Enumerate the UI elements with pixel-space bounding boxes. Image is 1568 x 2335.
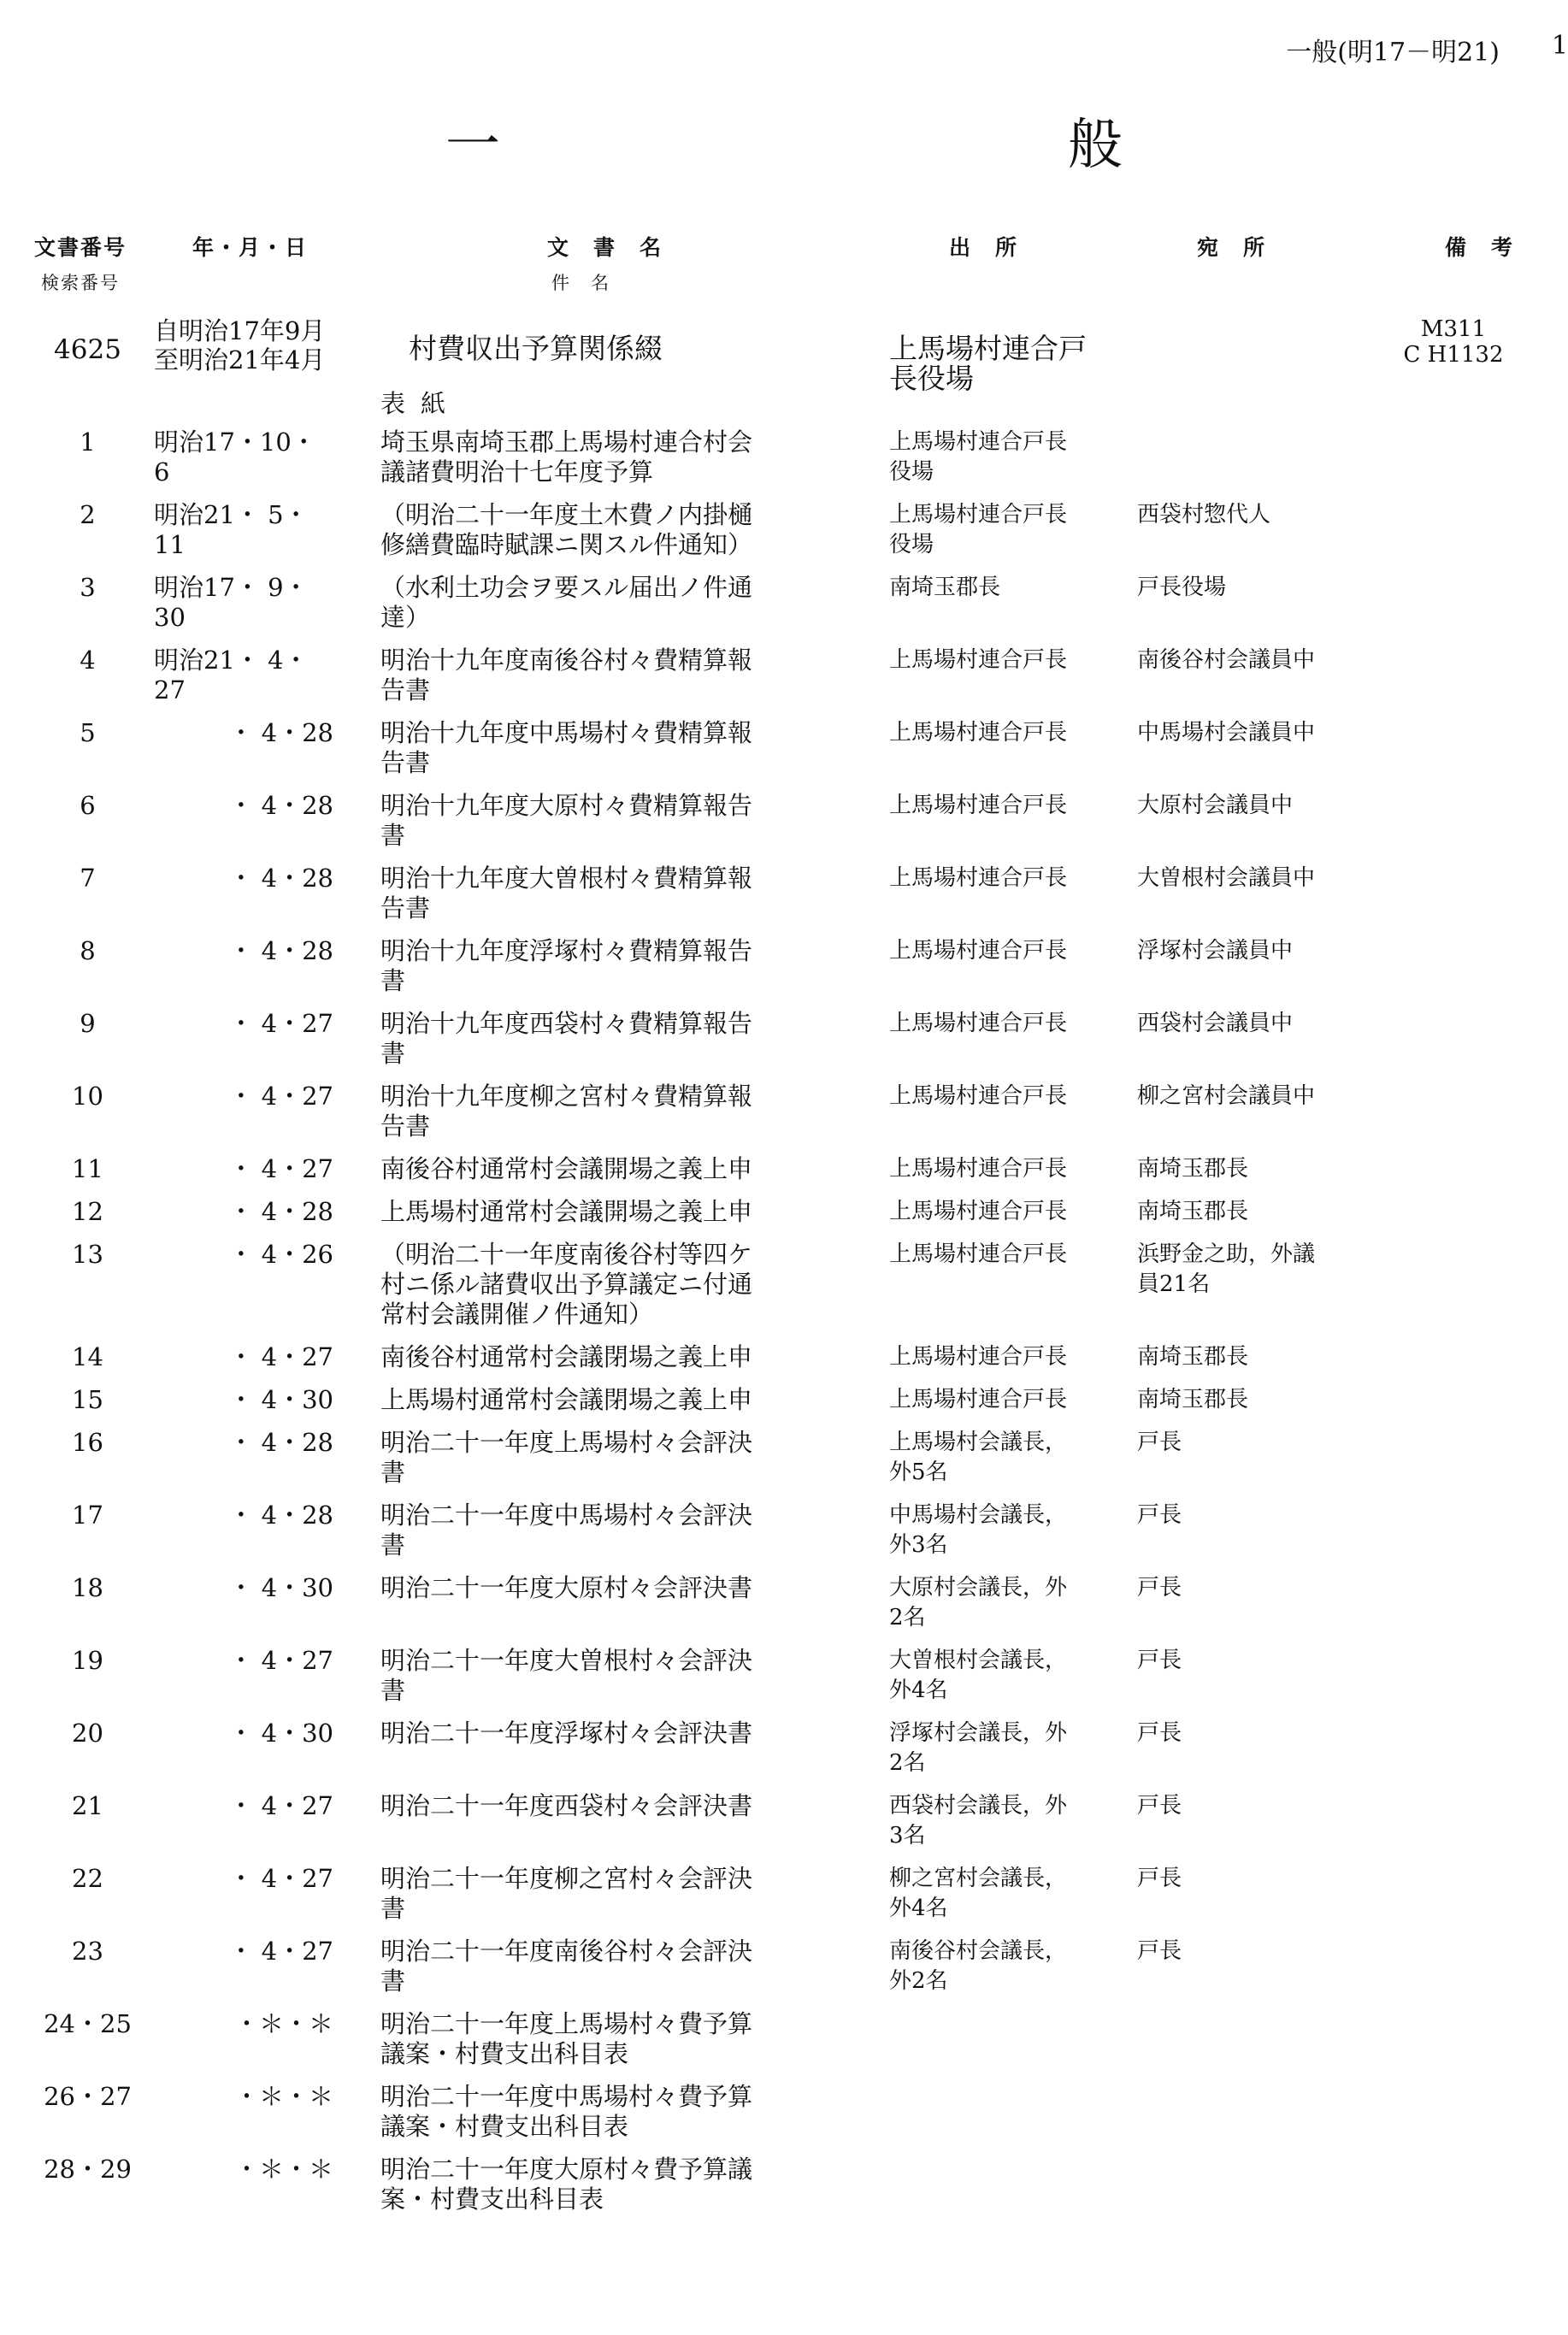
item-number: 16 — [72, 1428, 103, 1457]
item-date: ・ 4・28 — [228, 718, 333, 747]
item-destination-line: 浮塚村会議員中 — [1137, 938, 1294, 964]
file-number: 4625 — [54, 334, 121, 365]
item-source-line: 上馬場村連合戸長 — [889, 1011, 1068, 1036]
item-date: ・＊・＊ — [233, 2009, 333, 2038]
table-row — [0, 573, 1568, 646]
item-source-line: 上馬場村連合戸長 — [889, 1241, 1068, 1267]
item-title — [380, 1082, 859, 1141]
item-source — [889, 1240, 1111, 1270]
item-number: 5 — [80, 718, 96, 747]
item-title — [380, 1385, 859, 1415]
file-row — [0, 316, 1568, 395]
item-title-line: 書 — [380, 1039, 406, 1068]
item-title-line: 明治十九年度大曽根村々費精算報 — [380, 864, 753, 893]
item-source-line: 上馬場村連合戸長 — [889, 1083, 1068, 1109]
item-destination — [1137, 646, 1394, 675]
item-source-line: 上馬場村連合戸長 — [889, 502, 1068, 528]
item-title-line: 告書 — [380, 748, 431, 777]
item-title — [380, 1197, 859, 1227]
item-date: ・ 4・30 — [228, 1385, 333, 1414]
file-date-to: 至明治21年4月 — [154, 345, 326, 374]
item-title-line: 上馬場村通常村会議閉場之義上申 — [380, 1385, 753, 1414]
table-row — [0, 1864, 1568, 1937]
item-date: ・ 4・27 — [228, 1646, 333, 1675]
header-date: 年・月・日 — [192, 235, 309, 260]
item-number: 3 — [80, 573, 96, 602]
header-item-name: 件 名 — [551, 273, 610, 293]
item-date: ・＊・＊ — [233, 2155, 333, 2184]
header-source: 出 所 — [949, 235, 1019, 260]
item-destination — [1137, 1501, 1394, 1530]
table-row — [0, 1009, 1568, 1082]
item-title-line: 達） — [380, 603, 431, 632]
item-number: 21 — [72, 1791, 103, 1820]
item-source-line: 上馬場村連合戸長 — [889, 865, 1068, 891]
item-destination — [1137, 1573, 1394, 1603]
table-row — [0, 1197, 1568, 1240]
cover-label: 表紙 — [380, 389, 462, 418]
item-destination — [1137, 1428, 1394, 1458]
item-destination — [1137, 1646, 1394, 1676]
item-date: ・ 4・28 — [228, 864, 333, 893]
item-source — [889, 1501, 1111, 1560]
item-number: 14 — [72, 1342, 103, 1371]
header-doc-no: 文書番号 — [34, 235, 127, 260]
item-destination-line: 南後谷村会議員中 — [1137, 647, 1316, 673]
item-title — [380, 573, 859, 633]
item-title — [380, 2082, 859, 2142]
item-number: 4 — [80, 646, 96, 675]
item-date: ・ 4・28 — [228, 1428, 333, 1457]
table-row — [0, 718, 1568, 791]
item-source-line: 外4名 — [889, 1678, 948, 1703]
item-date: ・＊・＊ — [233, 2082, 333, 2111]
item-number: 24・25 — [44, 2009, 132, 2038]
item-date: ・ 4・27 — [228, 1864, 333, 1893]
item-number: 28・29 — [44, 2155, 132, 2184]
item-source — [889, 864, 1111, 893]
item-source — [889, 500, 1111, 560]
item-number: 2 — [80, 500, 96, 529]
item-source-line: 上馬場村連合戸長 — [889, 793, 1068, 818]
item-source-line: 大原村会議長，外 — [889, 1575, 1068, 1601]
item-title-line: 明治二十一年度中馬場村々費予算 — [380, 2082, 753, 2111]
item-source-line: 上馬場村連合戸長 — [889, 1387, 1068, 1412]
item-source — [889, 1573, 1111, 1633]
item-number: 7 — [80, 864, 96, 893]
item-destination-line: 戸長 — [1137, 1793, 1182, 1819]
item-source — [889, 718, 1111, 748]
item-title-line: 明治二十一年度上馬場村々会評決 — [380, 1428, 753, 1457]
header-search-no: 検索番号 — [41, 273, 120, 293]
item-source-line: 上馬場村連合戸長 — [889, 1199, 1068, 1224]
item-source — [889, 1937, 1111, 1996]
item-destination — [1137, 1082, 1394, 1111]
item-number: 22 — [72, 1864, 103, 1893]
item-number: 8 — [80, 936, 96, 965]
item-source-line: 浮塚村会議長，外 — [889, 1720, 1068, 1746]
item-list — [0, 427, 1568, 2227]
item-number: 19 — [72, 1646, 103, 1675]
table-row — [0, 2082, 1568, 2155]
item-title-line: （明治二十一年度南後谷村等四ケ — [380, 1240, 753, 1269]
item-destination — [1137, 791, 1394, 821]
item-title-line: 南後谷村通常村会議開場之義上申 — [380, 1154, 753, 1183]
table-row — [0, 1154, 1568, 1197]
item-date: ・ 4・27 — [228, 1009, 333, 1038]
item-destination-line: 戸長 — [1137, 1575, 1182, 1601]
item-title — [380, 1501, 859, 1560]
item-date: ・ 4・30 — [228, 1719, 333, 1748]
item-title-line: 常村会議開催ノ件通知） — [380, 1300, 654, 1329]
item-title-line: 告書 — [380, 893, 431, 923]
item-title — [380, 936, 859, 996]
item-source — [889, 1342, 1111, 1372]
cover-row — [0, 389, 1568, 427]
item-date: ・ 4・28 — [228, 1197, 333, 1226]
item-destination — [1137, 1719, 1394, 1748]
item-source — [889, 1154, 1111, 1184]
item-title-line: 上馬場村通常村会議開場之義上申 — [380, 1197, 753, 1226]
item-title — [380, 1342, 859, 1372]
item-title — [380, 1240, 859, 1330]
item-destination — [1137, 1385, 1394, 1415]
item-date: 明治21・ 5・11 — [154, 500, 309, 559]
item-source — [889, 573, 1111, 603]
table-row — [0, 2155, 1568, 2227]
item-title-line: 明治十九年度大原村々費精算報告 — [380, 791, 753, 820]
item-title — [380, 1864, 859, 1924]
item-source-line: 外4名 — [889, 1896, 948, 1921]
item-source — [889, 1428, 1111, 1488]
item-title-line: 書 — [380, 821, 406, 850]
item-date: ・ 4・27 — [228, 1082, 333, 1111]
item-title-line: 修繕費臨時賦課ニ関スル件通知） — [380, 530, 753, 559]
item-title-line: 告書 — [380, 675, 431, 705]
item-title-line: （明治二十一年度土木費ノ内掛樋 — [380, 500, 753, 529]
item-number: 26・27 — [44, 2082, 132, 2111]
item-destination — [1137, 1154, 1394, 1184]
header-destination: 宛 所 — [1197, 235, 1267, 260]
table-row — [0, 427, 1568, 500]
item-destination — [1137, 1791, 1394, 1821]
item-title-line: 明治十九年度中馬場村々費精算報 — [380, 718, 753, 747]
item-title-line: 書 — [380, 1676, 406, 1705]
item-source — [889, 1197, 1111, 1227]
item-number: 13 — [72, 1240, 103, 1269]
item-destination-line: 浜野金之助，外議 — [1137, 1241, 1316, 1267]
item-title — [380, 2009, 859, 2069]
item-source-line: 南埼玉郡長 — [889, 575, 1001, 600]
item-destination — [1137, 718, 1394, 748]
item-title-line: 明治二十一年度浮塚村々会評決書 — [380, 1719, 753, 1748]
page-number: 1 — [1551, 31, 1568, 61]
item-title-line: 明治二十一年度中馬場村々会評決 — [380, 1501, 753, 1530]
item-title-line: 議案・村費支出科目表 — [380, 2039, 629, 2068]
item-title-line: 書 — [380, 1894, 406, 1923]
item-title — [380, 1791, 859, 1821]
item-title-line: 明治二十一年度大曽根村々会評決 — [380, 1646, 753, 1675]
item-source — [889, 1646, 1111, 1706]
item-destination — [1137, 500, 1394, 530]
item-title — [380, 2155, 859, 2214]
running-head: 一般(明17－明21) — [1286, 38, 1500, 68]
item-date: ・ 4・30 — [228, 1573, 333, 1602]
item-source-line: 役場 — [889, 459, 934, 485]
item-date: ・ 4・27 — [228, 1342, 333, 1371]
item-title-line: 書 — [380, 966, 406, 995]
item-source-line: 上馬場村連合戸長 — [889, 938, 1068, 964]
item-source — [889, 1385, 1111, 1415]
item-number: 9 — [80, 1009, 96, 1038]
file-remarks — [1368, 316, 1539, 368]
table-row — [0, 1719, 1568, 1791]
file-date-from: 自明治17年9月 — [154, 316, 326, 345]
item-title — [380, 1428, 859, 1488]
item-date: ・ 4・26 — [228, 1240, 333, 1269]
table-row — [0, 1937, 1568, 2009]
table-row — [0, 791, 1568, 864]
item-destination-line: 南埼玉郡長 — [1137, 1156, 1249, 1182]
item-number: 11 — [72, 1154, 103, 1183]
item-title-line: 南後谷村通常村会議閉場之義上申 — [380, 1342, 753, 1371]
item-source-line: 役場 — [889, 532, 934, 557]
item-title — [380, 1646, 859, 1706]
item-number: 6 — [80, 791, 96, 820]
item-source — [889, 791, 1111, 821]
item-destination — [1137, 573, 1394, 603]
item-source — [889, 1864, 1111, 1924]
item-source-line: 西袋村会議長，外 — [889, 1793, 1068, 1819]
item-date: 明治17・ 9・30 — [154, 573, 309, 632]
item-source — [889, 936, 1111, 966]
item-destination-line: 西袋村会議員中 — [1137, 1011, 1294, 1036]
item-source-line: 上馬場村連合戸長 — [889, 1344, 1068, 1370]
item-destination-line: 戸長 — [1137, 1720, 1182, 1746]
item-title-line: 明治二十一年度南後谷村々会評決 — [380, 1937, 753, 1966]
item-destination-line: 戸長 — [1137, 1648, 1182, 1673]
item-title-line: 案・村費支出科目表 — [380, 2185, 604, 2214]
item-title — [380, 864, 859, 923]
item-title-line: 明治二十一年度柳之宮村々会評決 — [380, 1864, 753, 1893]
item-destination — [1137, 1937, 1394, 1966]
item-title-line: 明治十九年度西袋村々費精算報告 — [380, 1009, 753, 1038]
item-source-line: 外2名 — [889, 1968, 948, 1994]
item-title-line: 書 — [380, 1966, 406, 1996]
item-title-line: 明治二十一年度西袋村々会評決書 — [380, 1791, 753, 1820]
item-source — [889, 646, 1111, 675]
item-title — [380, 1937, 859, 1996]
item-number: 1 — [80, 427, 96, 457]
item-destination — [1137, 1197, 1394, 1227]
item-source-line: 外3名 — [889, 1532, 948, 1558]
item-date: 明治17・10・ 6 — [154, 427, 316, 486]
item-destination — [1137, 864, 1394, 893]
item-title — [380, 718, 859, 778]
item-date: 明治21・ 4・27 — [154, 646, 309, 705]
item-title — [380, 500, 859, 560]
item-source-line: 2名 — [889, 1605, 926, 1630]
item-source — [889, 1791, 1111, 1851]
item-date: ・ 4・28 — [228, 791, 333, 820]
item-number: 23 — [72, 1937, 103, 1966]
file-source: 上馬場村連合戸長役場 — [889, 332, 1087, 395]
item-destination-line: 員21名 — [1137, 1271, 1211, 1297]
item-number: 17 — [72, 1501, 103, 1530]
item-source-line: 3名 — [889, 1823, 926, 1849]
table-row — [0, 1573, 1568, 1646]
item-title-line: 埼玉県南埼玉郡上馬場村連合村会 — [380, 427, 753, 457]
item-source — [889, 1719, 1111, 1778]
table-row — [0, 936, 1568, 1009]
table-row — [0, 2009, 1568, 2082]
record-table — [0, 316, 1568, 2227]
item-title — [380, 1573, 859, 1603]
item-destination-line: 戸長 — [1137, 1866, 1182, 1891]
item-source-line: 南後谷村会議長， — [889, 1938, 1068, 1964]
item-source-line: 上馬場村会議長， — [889, 1430, 1068, 1455]
table-row — [0, 1342, 1568, 1385]
item-source-line: 中馬場村会議長， — [889, 1502, 1068, 1528]
table-row — [0, 646, 1568, 718]
item-destination — [1137, 936, 1394, 966]
file-date-range — [154, 316, 333, 374]
header-doc-name: 文 書 名 — [547, 235, 663, 260]
item-title-line: 議案・村費支出科目表 — [380, 2112, 629, 2141]
table-row — [0, 1428, 1568, 1501]
item-source-line: 上馬場村連合戸長 — [889, 720, 1068, 746]
item-title-line: 明治十九年度浮塚村々費精算報告 — [380, 936, 753, 965]
item-number: 10 — [72, 1082, 103, 1111]
item-title-line: 書 — [380, 1458, 406, 1487]
file-title: 村費収出予算関係綴 — [409, 332, 663, 365]
item-source-line: 上馬場村連合戸長 — [889, 647, 1068, 673]
item-destination-line: 戸長 — [1137, 1430, 1182, 1455]
table-row — [0, 1501, 1568, 1573]
item-title-line: 書 — [380, 1530, 406, 1560]
item-destination-line: 南埼玉郡長 — [1137, 1199, 1249, 1224]
table-row — [0, 864, 1568, 936]
item-title-line: 議諸費明治十七年度予算 — [380, 457, 654, 486]
item-destination-line: 南埼玉郡長 — [1137, 1344, 1249, 1370]
item-destination — [1137, 1864, 1394, 1894]
item-destination-line: 大曽根村会議員中 — [1137, 865, 1316, 891]
item-destination — [1137, 1009, 1394, 1039]
item-title-line: 告書 — [380, 1111, 431, 1141]
item-number: 18 — [72, 1573, 103, 1602]
table-row — [0, 1385, 1568, 1428]
item-destination-line: 西袋村惣代人 — [1137, 502, 1271, 528]
table-row — [0, 1240, 1568, 1342]
item-number: 15 — [72, 1385, 103, 1414]
table-row — [0, 1082, 1568, 1154]
item-title — [380, 1009, 859, 1069]
item-source-line: 上馬場村連合戸長 — [889, 429, 1068, 455]
item-title — [380, 427, 859, 487]
table-row — [0, 500, 1568, 573]
item-destination-line: 大原村会議員中 — [1137, 793, 1294, 818]
item-title-line: 明治二十一年度大原村々費予算議 — [380, 2155, 753, 2184]
item-destination-line: 柳之宮村会議員中 — [1137, 1083, 1316, 1109]
item-destination-line: 戸長役場 — [1137, 575, 1227, 600]
table-row — [0, 1646, 1568, 1719]
item-title-line: （水利土功会ヲ要スル届出ノ件通 — [380, 573, 753, 602]
item-source-line: 柳之宮村会議長， — [889, 1866, 1068, 1891]
item-source — [889, 1082, 1111, 1111]
item-date: ・ 4・28 — [228, 936, 333, 965]
item-date: ・ 4・27 — [228, 1791, 333, 1820]
item-title — [380, 1719, 859, 1748]
page-title: 一 般 — [445, 114, 1379, 177]
item-source — [889, 427, 1111, 487]
header-remarks: 備 考 — [1445, 235, 1515, 260]
item-title — [380, 646, 859, 705]
item-number: 12 — [72, 1197, 103, 1226]
item-title-line: 明治二十一年度大原村々会評決書 — [380, 1573, 753, 1602]
item-title-line: 明治二十一年度上馬場村々費予算 — [380, 2009, 753, 2038]
table-row — [0, 1791, 1568, 1864]
item-title-line: 明治十九年度柳之宮村々費精算報 — [380, 1082, 753, 1111]
item-title — [380, 1154, 859, 1184]
item-source-line: 2名 — [889, 1750, 926, 1776]
item-title-line: 明治十九年度南後谷村々費精算報 — [380, 646, 753, 675]
item-title — [380, 791, 859, 851]
item-date: ・ 4・27 — [228, 1937, 333, 1966]
file-note-2: C H1132 — [1403, 342, 1504, 368]
item-source-line: 上馬場村連合戸長 — [889, 1156, 1068, 1182]
item-destination-line: 戸長 — [1137, 1938, 1182, 1964]
item-number: 20 — [72, 1719, 103, 1748]
item-source-line: 大曽根村会議長， — [889, 1648, 1068, 1673]
item-destination — [1137, 1342, 1394, 1372]
item-destination — [1137, 1240, 1394, 1300]
item-date: ・ 4・27 — [228, 1154, 333, 1183]
file-note-1: M311 — [1420, 316, 1487, 342]
item-title-line: 村ニ係ル諸費収出予算議定ニ付通 — [380, 1270, 753, 1299]
item-destination-line: 中馬場村会議員中 — [1137, 720, 1316, 746]
item-source-line: 外5名 — [889, 1459, 948, 1485]
item-date: ・ 4・28 — [228, 1501, 333, 1530]
item-destination-line: 戸長 — [1137, 1502, 1182, 1528]
item-source — [889, 1009, 1111, 1039]
item-destination-line: 南埼玉郡長 — [1137, 1387, 1249, 1412]
